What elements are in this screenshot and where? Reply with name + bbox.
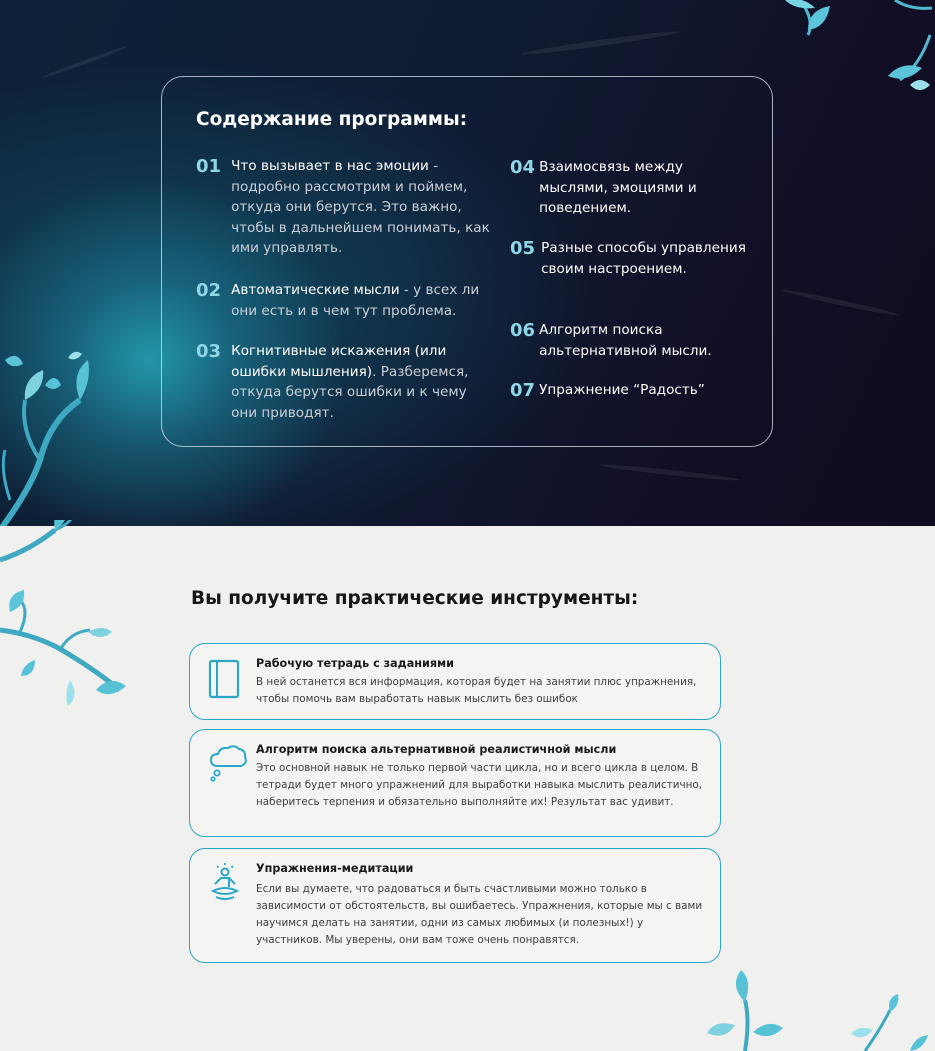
tool-title: Алгоритм поиска альтернативной реалистичной мысли: [256, 743, 617, 756]
item-text: Взаимосвязь между мыслями, эмоциями и поведением.: [539, 159, 697, 216]
item-text: [231, 280, 496, 321]
meditation-icon: [208, 861, 242, 903]
item-number: 07: [510, 380, 536, 401]
item-highlight: Когнитивные искажения (или ошибки мышления): [231, 343, 447, 380]
tool-description: Если вы думаете, что радоваться и быть счастливыми можно только в зависимости от обстоятельств, вы ошибаетесь. Упражнения, которые мы с вами научимся делать на занятии, одни из самых любимых (и полезных!) у участников. Мы уверены, они вам тоже очень понравятся.: [256, 883, 703, 946]
leaves-decoration-bottom-right: [705, 970, 935, 1051]
program-item-02: [196, 280, 496, 321]
item-number: 02: [196, 280, 222, 301]
item-text: [231, 156, 496, 259]
item-description: . Разберемся, откуда берутся ошибки и к чему они приводят.: [231, 363, 469, 421]
texture-scratch: [42, 45, 128, 80]
branch-decoration-left: [0, 340, 110, 526]
texture-scratch: [600, 463, 740, 483]
item-number: 06: [510, 320, 536, 341]
item-text: Алгоритм поиска альтернативной мысли.: [539, 322, 712, 359]
program-item-01: [196, 156, 496, 259]
tool-card-algorithm: [189, 729, 721, 837]
item-text: Разные способы управления своим настроением.: [541, 240, 746, 277]
tools-section-title: Вы получите практические инструменты:: [191, 588, 639, 609]
notebook-icon: [208, 659, 240, 699]
tool-card-workbook: [189, 643, 721, 720]
item-number: 01: [196, 156, 222, 177]
branch-decoration-left-lower: [0, 520, 130, 710]
tool-description: В ней останется вся информация, которая будет на занятии плюс упражнения, чтобы помочь вам выработать навык мыслить без ошибок: [256, 676, 697, 705]
thought-cloud-icon: [208, 744, 248, 784]
program-title: Содержание программы:: [196, 109, 468, 130]
item-description: - подробно рассмотрим и поймем, откуда они берутся. Это важно, чтобы в дальнейшем понимать, как ими управлять.: [231, 158, 490, 256]
item-description: - у всех ли они есть и в чем тут проблема.: [231, 282, 480, 319]
program-item-04: [510, 157, 750, 219]
program-item-03: [196, 341, 496, 423]
texture-scratch: [781, 288, 899, 318]
item-text: Упражнение “Радость”: [539, 382, 705, 398]
item-number: 03: [196, 341, 222, 362]
program-item-07: [510, 380, 750, 401]
item-number: 04: [510, 157, 536, 178]
program-item-06: [510, 320, 750, 361]
texture-scratch: [520, 29, 679, 57]
leaves-decoration-top-right: [760, 0, 935, 95]
tool-title: Упражнения-медитации: [256, 862, 414, 875]
program-item-05: [510, 238, 750, 279]
program-contents-card: [161, 76, 773, 447]
tool-card-meditation: [189, 848, 721, 963]
tool-description: Это основной навык не только первой части цикла, но и всего цикла в целом. В тетради будет много упражнений для выработки навыка мыслить реалистично, наберитесь терпения и обязательно выполняйте их! Результат вас удивит.: [256, 762, 703, 808]
item-highlight: Что вызывает в нас эмоции: [231, 158, 429, 174]
tool-title: Рабочую тетрадь с заданиями: [256, 657, 455, 670]
item-highlight: Автоматические мысли: [231, 282, 400, 298]
item-number: 05: [510, 238, 536, 259]
item-text: [231, 341, 496, 423]
